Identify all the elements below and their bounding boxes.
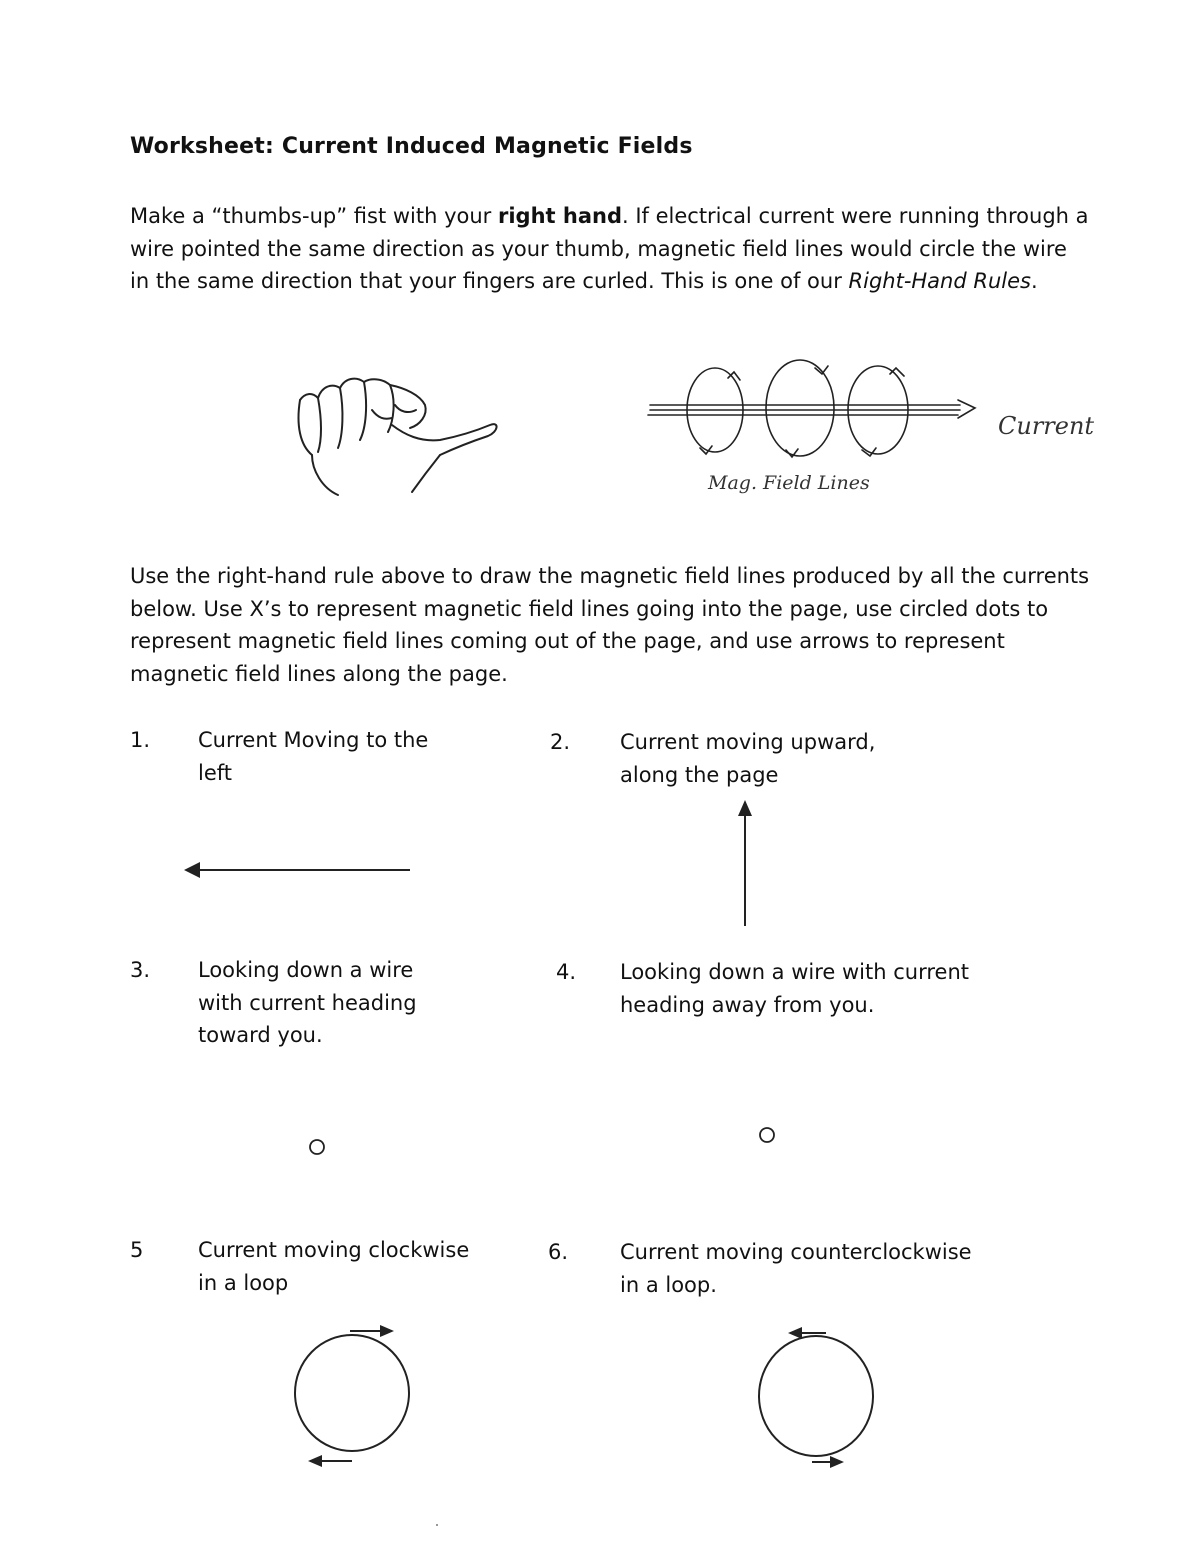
field-lines-label: Mag. Field Lines (708, 472, 870, 494)
problem-5-text: Current moving clockwise in a loop (198, 1238, 470, 1295)
current-label: Current (998, 412, 1095, 440)
wire-dot-icon (760, 1128, 774, 1142)
problem-1-number: 1. (130, 728, 151, 752)
problem-4-text: Looking down a wire with current heading away from you. (620, 960, 969, 1017)
worksheet-title: Worksheet: Current Induced Magnetic Fields (130, 134, 693, 159)
intro-italic: Right-Hand Rules (848, 269, 1031, 293)
intro-bold: right hand (497, 204, 622, 228)
problem-4-number: 4. (556, 960, 577, 984)
problem-1-text: Current Moving to the left (198, 728, 429, 785)
speck-dot (436, 1524, 438, 1526)
problem-3-number: 3. (130, 958, 151, 982)
problem-2-number: 2. (550, 730, 571, 754)
intro-part3: . (1030, 269, 1038, 293)
problem-6-text: Current moving counterclockwise in a loop. (620, 1240, 972, 1297)
problem-6-number: 6. (548, 1240, 569, 1264)
loop-counterclockwise-icon (759, 1327, 873, 1468)
left-arrow-icon (184, 862, 410, 878)
problem-2-text: Current moving upward, along the page (620, 730, 876, 787)
problem-3-text: Looking down a wire with current heading toward you. (198, 958, 417, 1047)
up-arrow-icon (738, 800, 752, 926)
intro-part1: Make a “thumbs-up” fist with your (130, 204, 498, 228)
intro-part2: . If electrical current were running through a wire pointed the same direction as your thumb, magnetic field lines would circle the wire in the same direction that your fingers are curled. This is one of our (130, 204, 1089, 293)
instructions-paragraph: Use the right-hand rule above to draw the magnetic field lines produced by all the currents below. Use X’s to represent magnetic field lines going into the page, use circled dots to represent magnetic field lines coming out of the page, and use arrows to represent magnetic field lines along the page. (130, 564, 1090, 686)
wire-dot-icon (310, 1140, 324, 1154)
problem-5-number: 5 (130, 1238, 144, 1262)
loop-clockwise-icon (295, 1325, 409, 1467)
